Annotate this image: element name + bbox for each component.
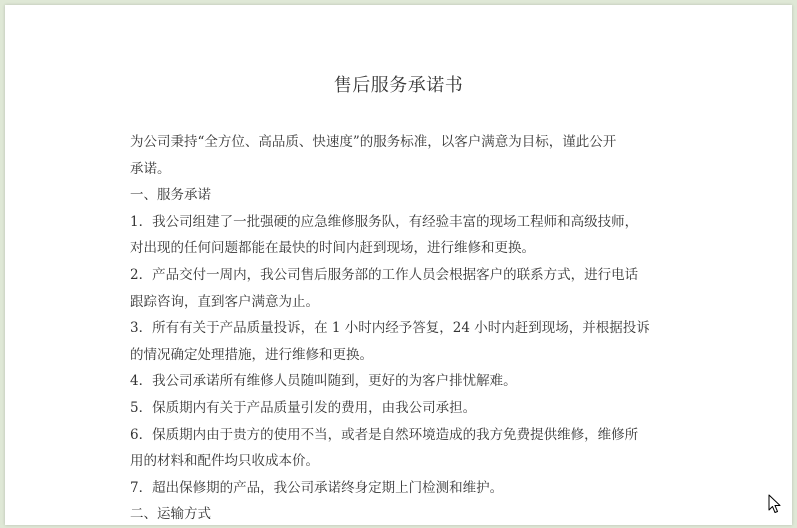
text-line: 7．超出保修期的产品，我公司承诺终身定期上门检测和维护。 xyxy=(130,479,504,496)
text-line: 跟踪咨询，直到客户满意为止。 xyxy=(130,293,319,310)
text-line: 对出现的任何问题都能在最快的时间内赶到现场，进行维修和更换。 xyxy=(130,240,535,257)
mouse-pointer-icon xyxy=(768,494,782,514)
text-line: 5．保质期内有关于产品质量引发的费用，由我公司承担。 xyxy=(130,399,477,416)
text-line: 用的材料和配件均只收成本价。 xyxy=(130,453,319,470)
section-heading: 一、服务承诺 xyxy=(130,187,211,204)
document-body xyxy=(130,129,690,528)
text-line: 承诺。 xyxy=(130,160,171,177)
text-line: 3．所有有关于产品质量投诉，在 1 小时内经予答复，24 小时内赶到现场，并根据投诉 xyxy=(130,320,650,337)
section-heading: 二、运输方式 xyxy=(130,506,211,523)
text-line: 6．保质期内由于贵方的使用不当，或者是自然环境造成的我方免费提供维修，维修所 xyxy=(130,426,639,443)
text-line: 1．我公司组建了一批强硬的应急维修服务队，有经验丰富的现场工程师和高级技师， xyxy=(130,213,639,230)
text-line: 4．我公司承诺所有维修人员随叫随到，更好的为客户排忧解难。 xyxy=(130,373,517,390)
document-title: 售后服务承诺书 xyxy=(333,75,464,96)
document-page xyxy=(5,5,792,525)
text-line: 2．产品交付一周内，我公司售后服务部的工作人员会根据客户的联系方式，进行电话 xyxy=(130,266,639,283)
text-line: 为公司秉持“全方位、高品质、快速度”的服务标准，以客户满意为目标，谨此公开 xyxy=(130,134,617,150)
text-line: 的情况确定处理措施，进行维修和更换。 xyxy=(130,346,373,363)
